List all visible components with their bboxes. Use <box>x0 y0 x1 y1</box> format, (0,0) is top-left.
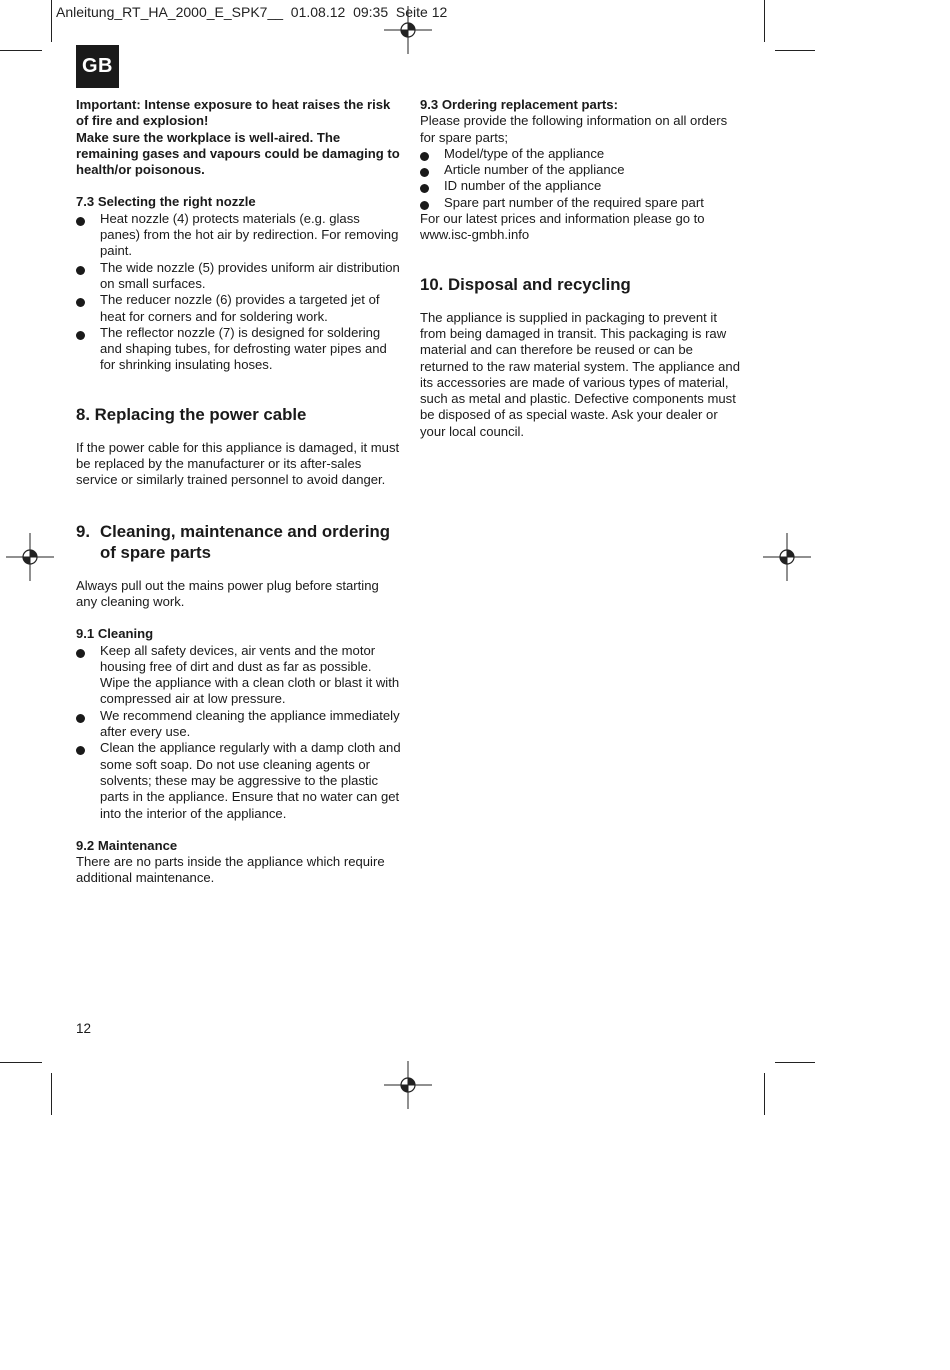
important-warning: Important: Intense exposure to heat raises the risk of fire and explosion! <box>76 97 391 129</box>
list-item: ID number of the appliance <box>420 178 745 194</box>
registration-mark-icon <box>384 6 432 54</box>
list-item: The reflector nozzle (7) is designed for soldering and shaping tubes, for defrosting water pipes and for shrinking insulating hoses. <box>76 325 401 374</box>
section-9-3-intro: Please provide the following information on all orders for spare parts; <box>420 113 728 145</box>
section-10-text: The appliance is supplied in packaging to prevent it from being damaged in transit. This packaging is raw material and can therefore be reused or can be returned to the raw material system. The appliance and its accessories are made of various types of material, such as metal and plastic. Defective components must be disposed of as special waste. Ask your dealer or your local council. <box>420 309 740 439</box>
section-9-3-outro: For our latest prices and information please go to www.isc-gmbh.info <box>420 211 705 243</box>
nozzle-list <box>76 211 401 374</box>
section-9-1-title: 9.1 Cleaning <box>76 626 154 642</box>
list-item: Article number of the appliance <box>420 162 745 178</box>
right-column <box>420 97 745 440</box>
registration-mark-icon <box>384 1061 432 1109</box>
section-9-2-title: 9.2 Maintenance <box>76 837 178 853</box>
list-item: Spare part number of the required spare part <box>420 195 745 211</box>
cleaning-list <box>76 643 401 822</box>
page-number: 12 <box>76 1021 92 1036</box>
list-item: Model/type of the appliance <box>420 146 745 162</box>
section-7-3-title: 7.3 Selecting the right nozzle <box>76 194 256 210</box>
list-item: The wide nozzle (5) provides uniform air distribution on small surfaces. <box>76 260 401 293</box>
language-badge: GB <box>76 45 119 88</box>
section-9-heading <box>76 521 401 563</box>
section-8-text: If the power cable for this appliance is damaged, it must be replaced by the manufacturer or its after-sales service or similarly trained personnel to avoid danger. <box>76 439 400 488</box>
section-9-3-title: 9.3 Ordering replacement parts: <box>420 97 618 112</box>
ventilation-warning: Make sure the workplace is well-aired. The remaining gases and vapours could be damaging to health/or poisonous. <box>76 129 400 178</box>
list-item: The reducer nozzle (6) provides a targeted jet of heat for corners and for soldering work. <box>76 292 401 325</box>
section-9-number: 9. <box>76 521 90 541</box>
list-item: Heat nozzle (4) protects materials (e.g. glass panes) from the hot air by redirection. For removing paint. <box>76 211 401 260</box>
section-9-text: Always pull out the mains power plug before starting any cleaning work. <box>76 577 379 609</box>
print-slug: Anleitung_RT_HA_2000_E_SPK7__ 01.08.12 09:35 Seite 12 <box>56 4 448 20</box>
section-9-title: Cleaning, maintenance and ordering of spare parts <box>100 521 390 562</box>
left-column <box>76 97 401 887</box>
section-9-2-text: There are no parts inside the appliance which require additional maintenance. <box>76 854 385 886</box>
list-item: Keep all safety devices, air vents and the motor housing free of dirt and dust as far as possible. Wipe the appliance with a clean cloth or blast it with compressed air at low pressure. <box>76 643 401 708</box>
section-8-heading: 8. Replacing the power cable <box>76 404 307 424</box>
order-info-list <box>420 146 745 211</box>
list-item: We recommend cleaning the appliance immediately after every use. <box>76 708 401 741</box>
registration-mark-icon <box>763 533 811 581</box>
list-item: Clean the appliance regularly with a damp cloth and some soft soap. Do not use cleaning agents or solvents; these may be aggressive to the plastic parts in the appliance. Ensure that no water can get into the interior of the appliance. <box>76 740 401 821</box>
registration-mark-icon <box>6 533 54 581</box>
section-10-heading: 10. Disposal and recycling <box>420 274 631 294</box>
